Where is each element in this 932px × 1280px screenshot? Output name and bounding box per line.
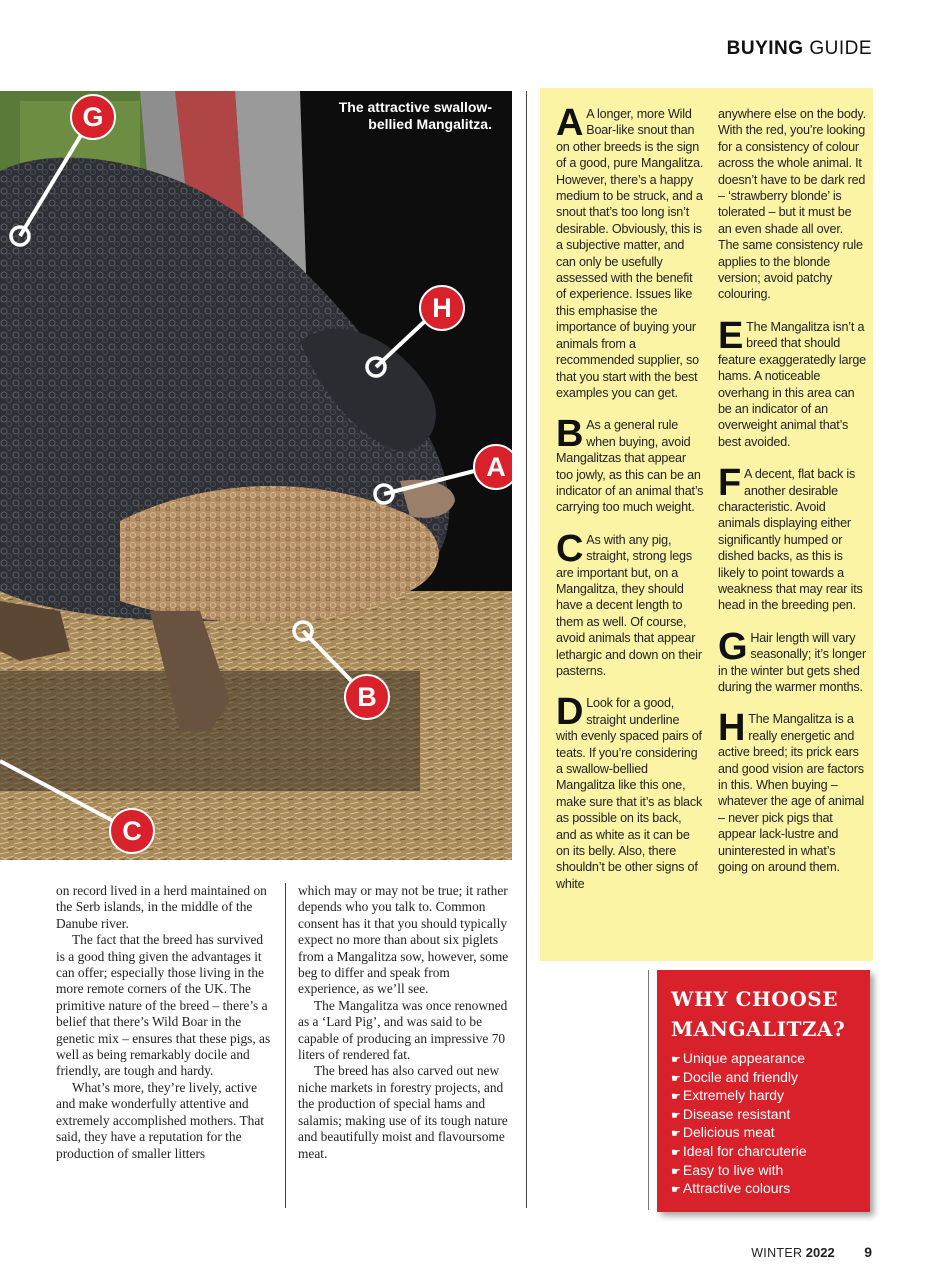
why-choose-box bbox=[657, 970, 870, 1212]
drop-cap: H bbox=[718, 707, 746, 750]
marker-g: G bbox=[70, 94, 116, 140]
marker-b: B bbox=[344, 674, 390, 720]
marker-a: A bbox=[473, 444, 512, 490]
section-header-rest: GUIDE bbox=[809, 38, 872, 59]
benefit-item: ☛ Extremely hardy bbox=[671, 1087, 856, 1106]
benefit-list bbox=[671, 1050, 856, 1199]
buying-tips-panel bbox=[540, 88, 873, 961]
box-divider bbox=[648, 970, 649, 1210]
drop-cap: D bbox=[556, 691, 584, 734]
drop-cap: G bbox=[718, 625, 748, 668]
drop-cap: C bbox=[556, 527, 584, 570]
column-divider bbox=[526, 91, 527, 1208]
benefit-item: ☛ Delicious meat bbox=[671, 1124, 856, 1143]
benefit-item: ☛ Disease resistant bbox=[671, 1106, 856, 1125]
drop-cap: E bbox=[718, 314, 744, 357]
body-column-2 bbox=[298, 883, 514, 1162]
tip-text: The Mangalitza isn’t a breed that should feature exaggeratedly large hams. A noticeable overhang in this area can be an indicator of an overweight animal that’s best avoided. bbox=[718, 319, 866, 449]
why-title-line2: MANGALITZA? bbox=[671, 1017, 846, 1041]
drop-cap: B bbox=[556, 413, 584, 456]
benefit-item: ☛ Attractive colours bbox=[671, 1180, 856, 1199]
tip-text: The Mangalitza is a really energetic and active breed; its prick ears and good vision are factors in this. When buying – whatever the age of animal – never pick pigs that appear lack-lustre and uninterested in what’s going on around them. bbox=[718, 712, 865, 875]
tip-c bbox=[556, 527, 704, 680]
marker-c: C bbox=[109, 808, 155, 854]
tip-d-continued: anywhere else on the body. With the red, you’re looking for a consistency of colour across the whole animal. It doesn’t have to be dark red – ‘strawberry blonde’ is tolerated – but it must be an even shade all over. The same consistency rule applies to the blonde version; avoid patchy colouring. bbox=[718, 107, 866, 302]
tip-a bbox=[556, 102, 704, 401]
tip-text: As with any pig, straight, strong legs are important but, on a Mangalitza, they should have a decent length to them as well. Of course, avoid animals that appear lethargic and down on their pasterns. bbox=[556, 532, 702, 678]
tip-f bbox=[718, 462, 866, 614]
tip-text: Look for a good, straight underline with evenly spaced pairs of teats. If you’re considering a swallow-bellied Mangalitza like this one, make sure that it’s as black as possible on its back, and as white as it can be on its belly. Also, there shouldn’t be other signs of white bbox=[556, 696, 703, 891]
tips-column-left bbox=[556, 102, 704, 908]
body-column-1 bbox=[56, 883, 272, 1162]
photo-caption: The attractive swallow-bellied Mangalitza. bbox=[338, 99, 492, 132]
section-header bbox=[727, 38, 872, 60]
tip-text: As a general rule when buying, avoid Mangalitzas that appear too jowly, as this can be an indicator of an animal that’s carrying too much weight. bbox=[556, 418, 704, 515]
tips-column-right bbox=[718, 106, 866, 891]
pig-photo bbox=[0, 91, 512, 860]
issue-year: 2022 bbox=[805, 1245, 835, 1260]
tip-text: Hair length will vary seasonally; it’s longer in the winter but gets shed during the warmer months. bbox=[718, 630, 866, 694]
benefit-item: ☛ Easy to live with bbox=[671, 1162, 856, 1181]
tip-text: A longer, more Wild Boar-like snout than on other breeds is the sign of a good, pure Mangalitza. However, there’s a happy medium to be struck, and a snout that’s too long isn’t desirable. Obviously, this is a subjective matter, and can only be usefully assessed with the benefit of experience. Issues like this emphasise the importance of buying your animals from a recommended supplier, so that you start with the best examples you can get. bbox=[556, 107, 704, 400]
body-paragraph: The breed has also carved out new niche markets in forestry projects, and the production of special hams and salamis; making use of its tough nature and beautifully moist and flavoursome meat. bbox=[298, 1063, 508, 1161]
pig-illustration bbox=[0, 91, 512, 860]
drop-cap: F bbox=[718, 462, 742, 505]
drop-cap: A bbox=[556, 102, 584, 144]
benefit-item: ☛ Unique appearance bbox=[671, 1050, 856, 1069]
tip-g bbox=[718, 625, 866, 696]
benefit-item: ☛ Ideal for charcuterie bbox=[671, 1143, 856, 1162]
marker-h: H bbox=[419, 285, 465, 331]
tip-h bbox=[718, 707, 866, 875]
section-header-bold: BUYING bbox=[726, 38, 804, 59]
body-paragraph: What’s more, they’re lively, active and make wonderfully attentive and extremely accomplished mothers. That said, they have a reputation for the production of smaller litters bbox=[56, 1079, 264, 1161]
tip-d bbox=[556, 691, 704, 892]
why-choose-title bbox=[671, 984, 856, 1044]
tip-b bbox=[556, 413, 704, 515]
tip-e bbox=[718, 314, 866, 450]
issue-season: WINTER bbox=[751, 1246, 803, 1260]
body-paragraph: on record lived in a herd maintained on the Serb islands, in the middle of the Danube river. bbox=[56, 883, 267, 931]
body-paragraph: The Mangalitza was once renowned as a ‘Lard Pig’, and was said to be capable of producing an impressive 70 liters of rendered fat. bbox=[298, 997, 508, 1063]
benefit-item: ☛ Docile and friendly bbox=[671, 1069, 856, 1088]
page-number: 9 bbox=[864, 1244, 872, 1260]
body-paragraph: which may or may not be true; it rather depends who you talk to. Common consent has it that you should typically expect no more than about six piglets from a Mangalitza sow, however, some beg to differ and speak from experience, as we’ll see. bbox=[298, 883, 509, 997]
column-divider bbox=[285, 883, 286, 1208]
page-footer bbox=[751, 1244, 872, 1260]
body-paragraph: The fact that the breed has survived is a good thing given the advantages it can offer; especially those living in the more remote corners of the UK. The primitive nature of the breed – there’s a belief that there’s Wild Boar in the genetic mix – ensures that these pigs, as well as being remarkably docile and friendly, are tough and hardy. bbox=[56, 932, 271, 1079]
tip-text: A decent, flat back is another desirable characteristic. Avoid animals displaying either significantly humped or dished backs, as this is likely to point towards a weakness that may rear its head in the breeding pen. bbox=[718, 467, 863, 613]
why-title-line1: WHY CHOOSE bbox=[671, 987, 838, 1011]
